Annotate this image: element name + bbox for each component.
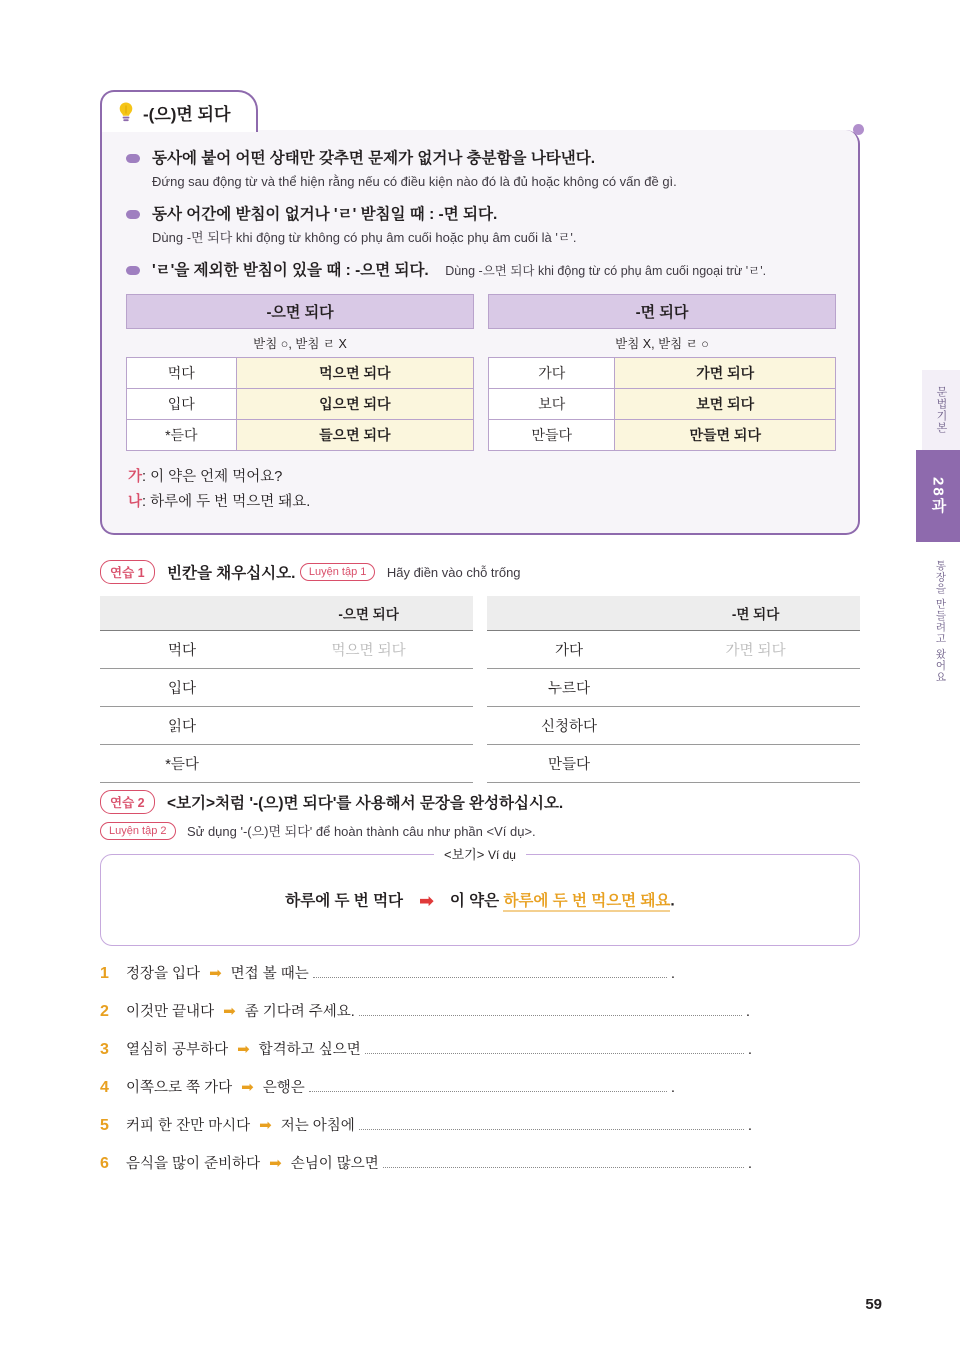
answer-blank[interactable] [359, 1116, 744, 1130]
list-item [100, 1076, 860, 1097]
table-cell-base: 보다 [489, 389, 615, 420]
table-header-form: -면 되다 [651, 596, 860, 631]
item-period: . [747, 1117, 752, 1134]
item-period: . [670, 965, 675, 982]
arrow-icon: ➡ [259, 1117, 272, 1134]
table-row [487, 707, 860, 745]
example-prompt: 하루에 두 번 먹다 [285, 892, 404, 910]
table-cell-form: 만들면 되다 [615, 420, 836, 451]
exercise-2-subheading [100, 821, 860, 840]
grammar-box [100, 90, 860, 535]
item-number: 5 [100, 1117, 109, 1134]
table-cell-base: 만들다 [487, 745, 651, 783]
list-item [100, 1152, 860, 1173]
exercise-1-heading [100, 560, 860, 584]
table-row [100, 631, 473, 669]
table-row [487, 745, 860, 783]
page-number: 59 [865, 1296, 882, 1313]
table-cell-base: 먹다 [100, 631, 264, 669]
arrow-icon: ➡ [237, 1041, 250, 1058]
table-cell-answer[interactable] [651, 707, 860, 745]
table-header: -면 되다 [489, 295, 836, 329]
grammar-point-vi: Dùng -면 되다 khi động từ không có phụ âm cuối hoặc phụ âm cuối là 'ㄹ'. [152, 230, 577, 246]
answer-blank[interactable] [309, 1078, 667, 1092]
item-prompt: 정장을 입다 [126, 966, 201, 982]
exercise-1-table-eumyeon [100, 596, 473, 783]
table-cell-answer[interactable] [264, 745, 473, 783]
bullet-icon [126, 210, 140, 219]
table-cell-base: *듣다 [127, 420, 237, 451]
table-cell-answer[interactable] [264, 707, 473, 745]
item-prompt: 열심히 공부하다 [126, 1042, 229, 1058]
conjugation-table-eumyeon [126, 294, 474, 451]
item-number: 1 [100, 965, 109, 982]
table-cell-form: 들으면 되다 [236, 420, 473, 451]
table-header-form: -으면 되다 [264, 596, 473, 631]
dialog-line [128, 465, 836, 486]
table-cell-form: 입으면 되다 [236, 389, 473, 420]
table-header: -으면 되다 [127, 295, 474, 329]
table-subheader: 받침 X, 받침 ㄹ ○ [489, 329, 836, 358]
side-tab-unit-title: 통장을 만들려고 왔어요 [922, 542, 960, 692]
dialog-speaker: 가 [128, 469, 143, 486]
exercise-2-title-vi: Sử dụng '-(으)면 되다' để hoàn thành câu như phần <Ví dụ>. [186, 824, 536, 839]
table-cell-base: 만들다 [489, 420, 615, 451]
item-prompt: 이쪽으로 쭉 가다 [126, 1080, 233, 1096]
exercise-1 [100, 560, 860, 783]
arrow-icon: ➡ [223, 1003, 236, 1020]
conjugation-tables [126, 294, 836, 451]
dialog-text: : 하루에 두 번 먹으면 돼요. [142, 494, 311, 511]
table-cell-base: 입다 [127, 389, 237, 420]
grammar-title-text: -(으)면 되다 [143, 104, 231, 124]
exercise-1-title: 빈칸을 채우십시오. [167, 565, 296, 582]
table-row [100, 707, 473, 745]
answer-blank[interactable] [383, 1154, 744, 1168]
grammar-point [126, 204, 836, 248]
table-row [487, 631, 860, 669]
exercise-1-table-myeon [487, 596, 860, 783]
table-cell-answer[interactable]: 먹으면 되다 [264, 631, 473, 669]
list-item [100, 1114, 860, 1135]
grammar-point-kr: 동사 어간에 받침이 없거나 'ㄹ' 받침일 때 : -면 되다. [152, 205, 498, 223]
answer-blank[interactable] [365, 1040, 744, 1054]
arrow-icon: ➡ [419, 891, 434, 911]
exercise-1-tables [100, 596, 860, 783]
list-item [100, 1038, 860, 1059]
item-lead: 합격하고 싶으면 [258, 1042, 361, 1058]
item-period: . [670, 1079, 675, 1096]
example-label-vi: Ví dụ [487, 848, 516, 862]
grammar-point [126, 260, 836, 282]
table-cell-base: 가다 [487, 631, 651, 669]
example-answer-highlight: 하루에 두 번 먹으면 돼요 [503, 892, 671, 910]
example-label-kr: <보기> [444, 847, 485, 862]
table-cell-base: *듣다 [100, 745, 264, 783]
item-lead: 은행은 [262, 1080, 305, 1096]
bullet-icon [126, 266, 140, 275]
item-prompt: 커피 한 잔만 마시다 [126, 1118, 251, 1134]
arrow-icon: ➡ [241, 1079, 254, 1096]
lightbulb-icon [116, 101, 136, 123]
grammar-point [126, 148, 836, 192]
table-cell-form: 가면 되다 [615, 358, 836, 389]
exercise-1-badge-vi: Luyện tập 1 [300, 563, 376, 581]
table-cell-base: 먹다 [127, 358, 237, 389]
example-answer-prefix: 이 약은 [449, 892, 504, 910]
table-cell-base: 신청하다 [487, 707, 651, 745]
table-cell-answer[interactable] [264, 669, 473, 707]
exercise-2 [100, 790, 860, 1190]
table-cell-base: 누르다 [487, 669, 651, 707]
item-number: 4 [100, 1079, 109, 1096]
item-number: 2 [100, 1003, 109, 1020]
item-lead: 손님이 많으면 [290, 1156, 379, 1172]
list-item [100, 1000, 860, 1021]
bullet-icon [126, 154, 140, 163]
example-content [101, 889, 859, 912]
exercise-2-items [100, 962, 860, 1173]
item-prompt: 이것만 끝내다 [126, 1004, 215, 1020]
grammar-point-kr: 동사에 붙어 어떤 상태만 갖추면 문제가 없거나 충분함을 나타낸다. [152, 150, 596, 167]
item-period: . [747, 1155, 752, 1172]
table-cell-answer[interactable] [651, 745, 860, 783]
table-cell-base: 가다 [489, 358, 615, 389]
table-cell-base: 입다 [100, 669, 264, 707]
item-number: 3 [100, 1041, 109, 1058]
grammar-title [100, 90, 258, 132]
table-subheader: 받침 ○, 받침 ㄹ X [127, 329, 474, 358]
side-tab-group [916, 370, 960, 692]
item-lead: 면접 볼 때는 [230, 966, 309, 982]
dialog-line [128, 490, 836, 511]
exercise-2-title: <보기>처럼 '-(으)면 되다'를 사용해서 문장을 완성하십시오. [167, 795, 564, 812]
table-row [100, 669, 473, 707]
example-answer-suffix: . [670, 892, 675, 910]
exercise-2-heading [100, 790, 860, 814]
dialog-speaker: 나 [128, 494, 143, 511]
example-dialog [126, 465, 836, 511]
table-row [487, 669, 860, 707]
grammar-body [100, 130, 860, 535]
table-cell-form: 먹으면 되다 [236, 358, 473, 389]
arrow-icon: ➡ [209, 965, 222, 982]
table-header-blank [487, 596, 651, 631]
example-box [100, 847, 860, 946]
answer-blank[interactable] [359, 1002, 742, 1016]
answer-blank[interactable] [313, 964, 667, 978]
table-cell-base: 읽다 [100, 707, 264, 745]
grammar-point-vi: Đứng sau động từ và thể hiện rằng nếu có điều kiện nào đó là đủ hoặc không có vấn đề gì. [152, 174, 677, 190]
side-tab-category: 문법기본 [922, 370, 960, 450]
item-prompt: 음식을 많이 준비하다 [126, 1156, 261, 1172]
table-cell-answer[interactable]: 가면 되다 [651, 631, 860, 669]
table-header-blank [100, 596, 264, 631]
exercise-2-badge-vi: Luyện tập 2 [100, 822, 176, 840]
arrow-icon: ➡ [269, 1155, 282, 1172]
example-label [434, 844, 526, 863]
item-period: . [745, 1003, 750, 1020]
grammar-point-kr: 'ㄹ'을 제외한 받침이 있을 때 : -으면 되다. [152, 261, 429, 279]
table-cell-answer[interactable] [651, 669, 860, 707]
list-item [100, 962, 860, 983]
exercise-2-badge-kr: 연습 2 [100, 790, 155, 814]
conjugation-table-myeon [488, 294, 836, 451]
exercise-1-badge-kr: 연습 1 [100, 560, 155, 584]
exercise-1-title-vi: Hãy điền vào chỗ trống [386, 564, 521, 580]
dialog-text: : 이 약은 언제 먹어요? [142, 469, 283, 486]
grammar-title-wrap [100, 90, 860, 132]
table-row [100, 745, 473, 783]
item-number: 6 [100, 1155, 109, 1172]
item-period: . [747, 1041, 752, 1058]
item-lead: 좀 기다려 주세요. [244, 1004, 355, 1020]
grammar-point-vi: Dùng -으면 되다 khi động từ có phụ âm cuối ngoại trừ 'ㄹ'. [445, 263, 767, 278]
item-lead: 저는 아침에 [280, 1118, 355, 1134]
table-cell-form: 보면 되다 [615, 389, 836, 420]
side-tab-unit-number: 28과 [916, 450, 960, 542]
